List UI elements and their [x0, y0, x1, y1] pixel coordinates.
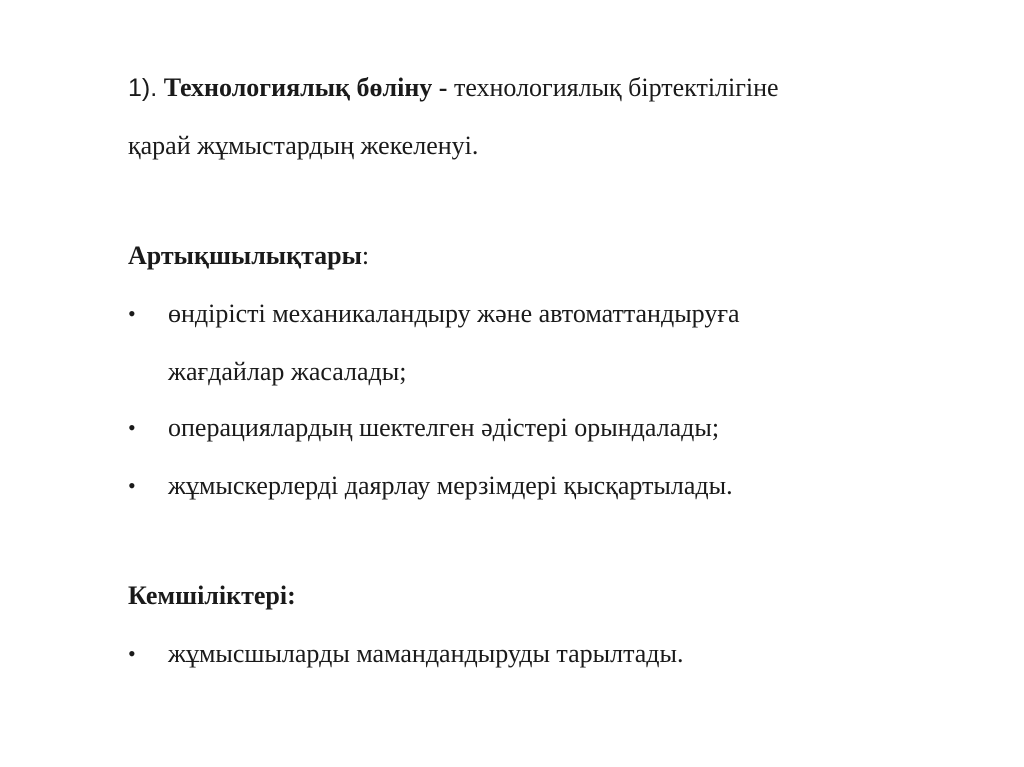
advantage-item-1-line-2: жағдайлар жасалады; — [168, 357, 407, 386]
definition-line-2: қарай жұмыстардың жекеленуі. — [128, 131, 479, 160]
disadvantage-item-1: жұмысшыларды мамандандыруды тарылтады. — [168, 639, 684, 668]
disadvantages-heading: Кемшіліктері: — [128, 581, 296, 610]
bullet-icon: • — [128, 415, 136, 440]
advantages-heading — [128, 241, 369, 271]
advantage-item-1-line-1: өндірісті механикаландыру және автоматтандыруға — [168, 299, 740, 328]
advantages-heading-text: Артықшылықтары — [128, 241, 362, 270]
definition-line-1 — [128, 73, 779, 103]
advantages-heading-colon: : — [361, 241, 370, 270]
advantage-item-2: операциялардың шектелген әдістері орындалады; — [168, 413, 720, 442]
bullet-icon: • — [128, 641, 136, 666]
bullet-icon: • — [128, 301, 136, 326]
bullet-icon: • — [128, 473, 136, 498]
definition-term: Технологиялық бөліну - — [163, 73, 448, 102]
definition-text: технологиялық біртектілігіне — [453, 73, 779, 102]
item-number: 1). — [128, 74, 158, 102]
advantage-item-3: жұмыскерлерді даярлау мерзімдері қысқартылады. — [168, 471, 733, 500]
